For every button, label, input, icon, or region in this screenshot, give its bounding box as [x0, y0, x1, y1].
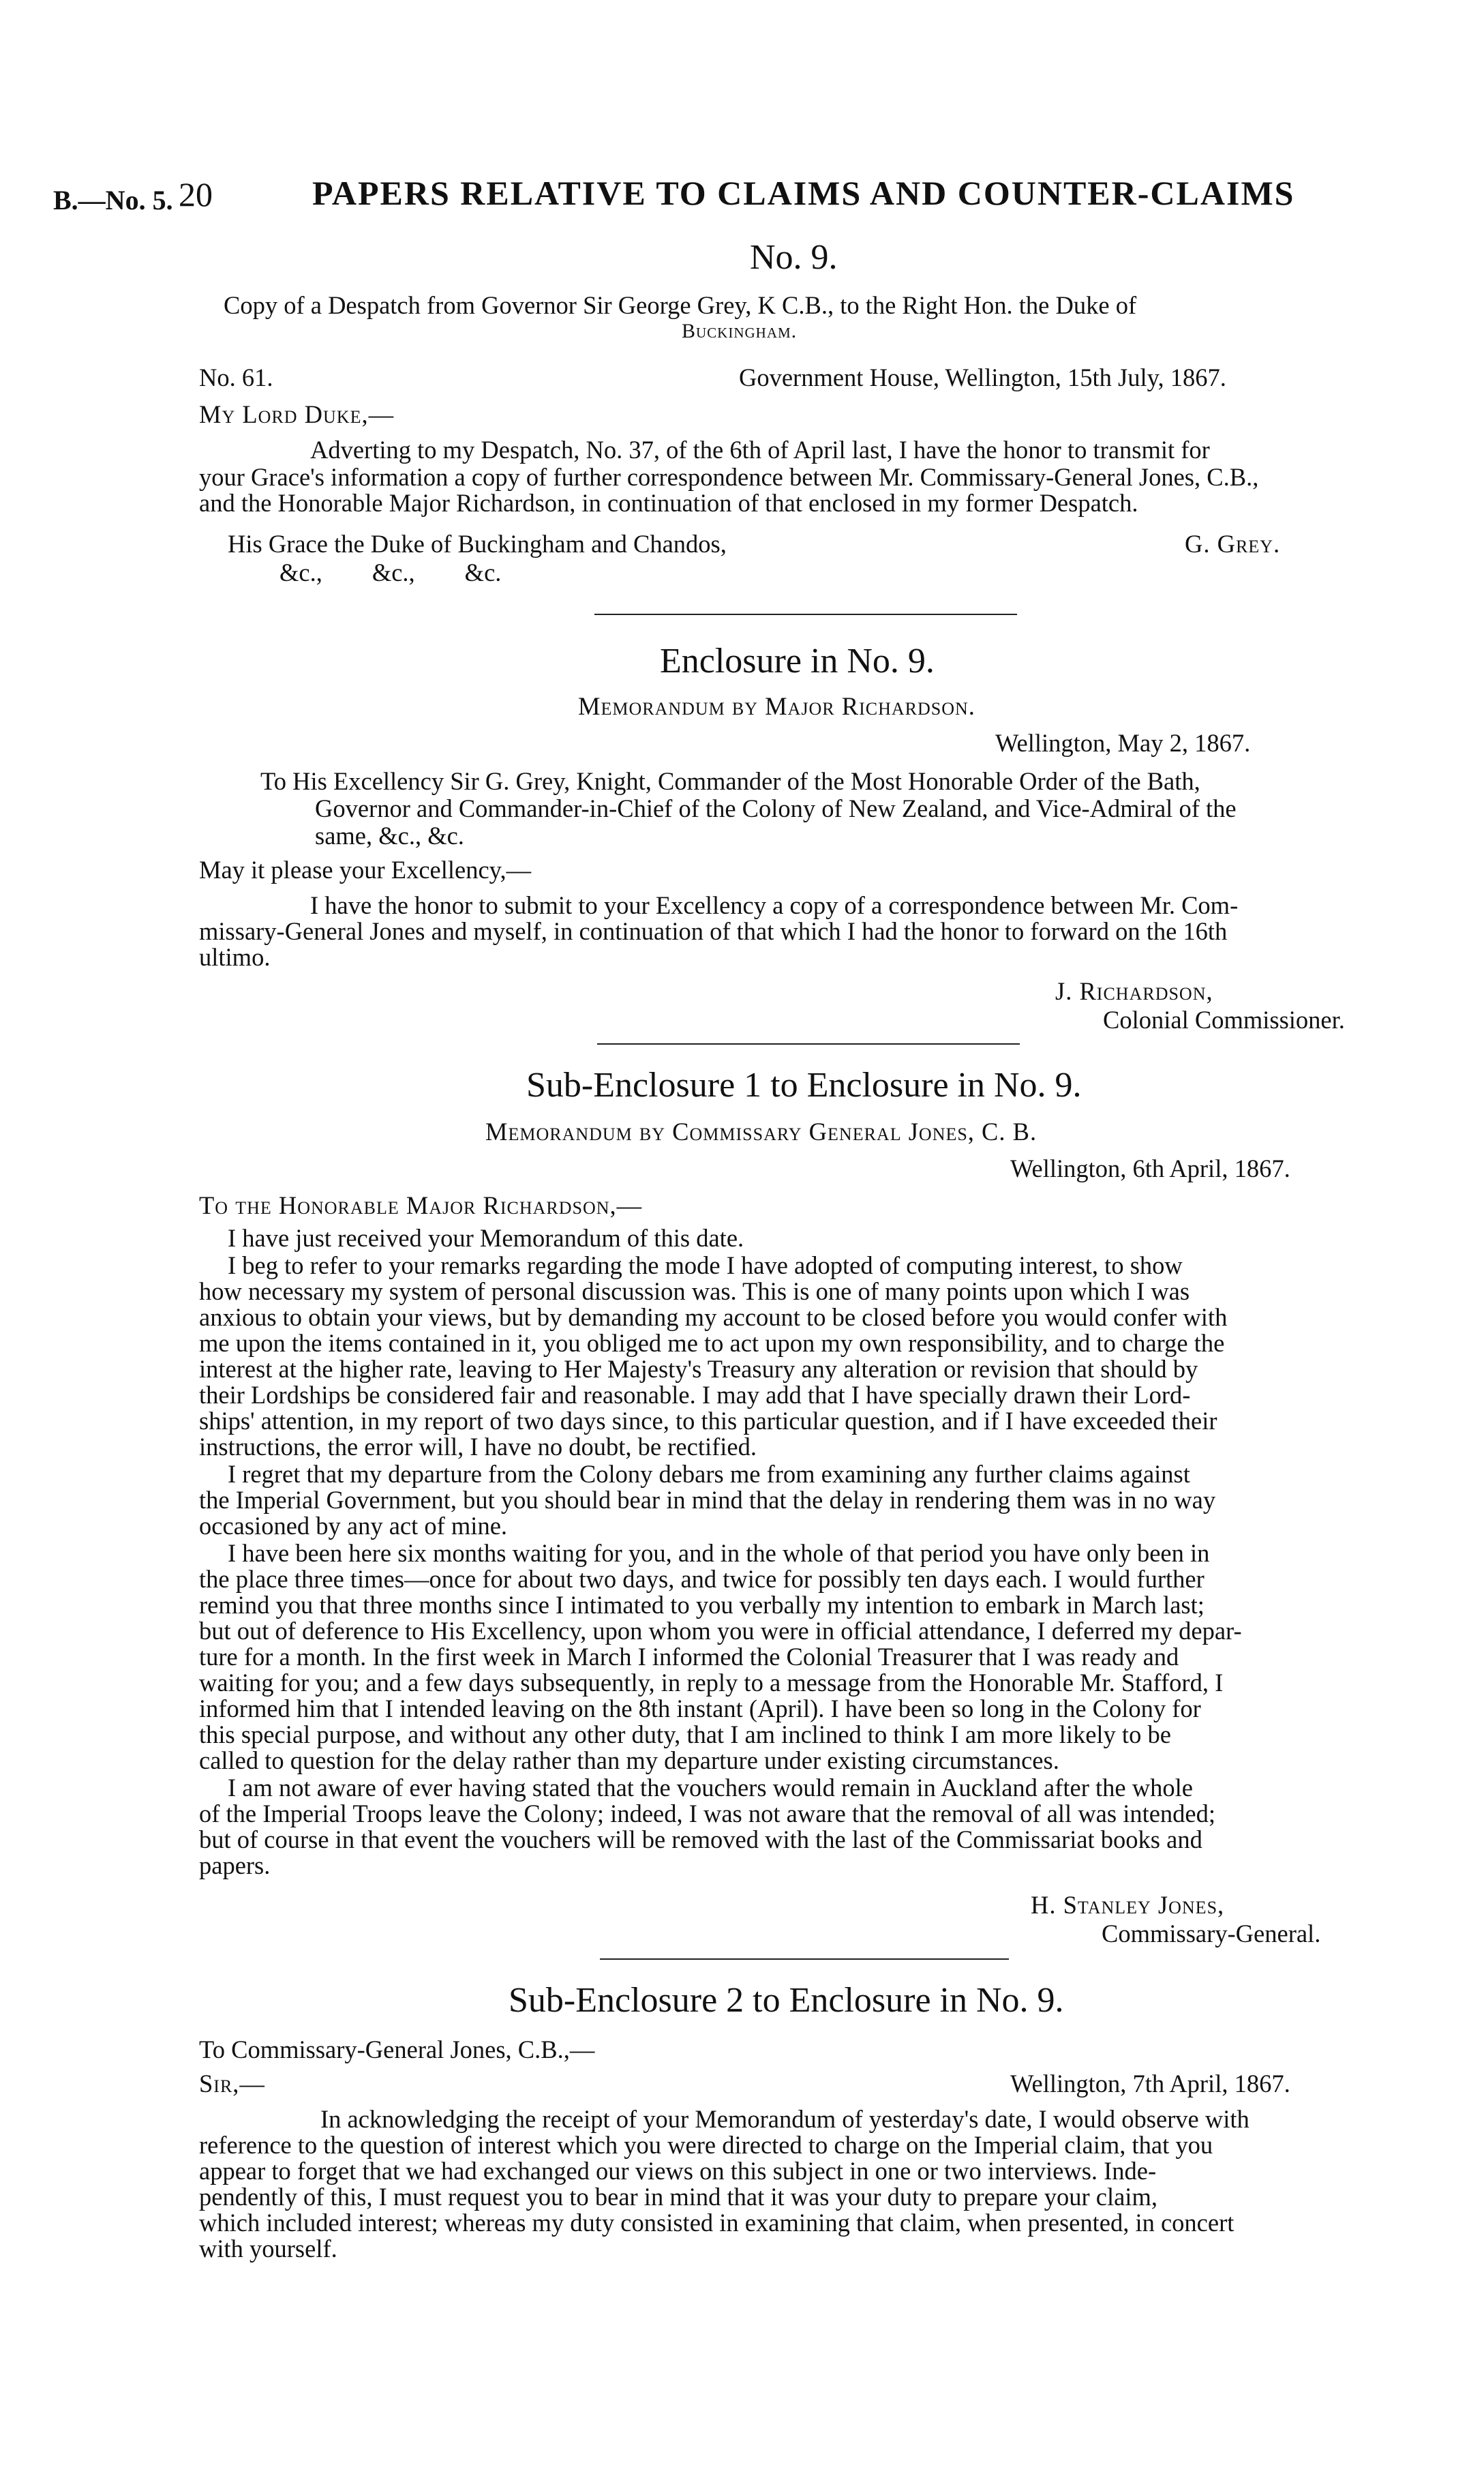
despatch-salutation: My Lord Duke,— [199, 400, 395, 428]
sub-enclosure-2-place-date: Wellington, 7th April, 1867. [1010, 2070, 1290, 2098]
sub1-body-12: occasioned by any act of mine. [199, 1512, 508, 1540]
sub1-body-1: I have just received your Memorandum of this date. [228, 1224, 744, 1252]
sub1-body-8: ships' attention, in my report of two days since, to this particular question, and if I have exceeded their [199, 1407, 1217, 1435]
sub1-body-5: me upon the items contained in it, you obliged me to act upon my own responsibility, and to charge the [199, 1329, 1225, 1357]
sub1-body-6: interest at the higher rate, leaving to Her Majesty's Treasury any alteration or revision that should by [199, 1355, 1198, 1383]
enclosure-body-3: ultimo. [199, 943, 271, 971]
sub-enclosure-1-addressee: To the Honorable Major Richardson,— [199, 1191, 643, 1219]
despatch-caption-cont: Buckingham. [682, 320, 798, 342]
sub1-body-17: ture for a month. In the first week in March I informed the Colonial Treasurer that I was ready and [199, 1643, 1179, 1671]
enclosure-subtitle: Memorandum by Major Richardson. [578, 692, 975, 720]
despatch-addressee-etc: &c., &c., &c. [279, 558, 502, 586]
enclosure-salutation: May it please your Excellency,— [199, 856, 532, 884]
sub1-body-7: their Lordships be considered fair and reasonable. I may add that I have specially drawn their Lord- [199, 1381, 1191, 1409]
despatch-body-2: your Grace's information a copy of further correspondence between Mr. Commissary-General Jones, C.B., [199, 463, 1259, 491]
sub1-body-9: instructions, the error will, I have no doubt, be rectified. [199, 1433, 757, 1461]
sub2-body-6: with yourself. [199, 2235, 337, 2263]
sub1-body-11: the Imperial Government, but you should bear in mind that the delay in rendering them was in no way [199, 1486, 1216, 1514]
enclosure-place-date: Wellington, May 2, 1867. [995, 729, 1251, 757]
enclosure-body-2: missary-General Jones and myself, in continuation of that which I had the honor to forward on the 16th [199, 917, 1228, 945]
sub1-body-3: how necessary my system of personal discussion was. This is one of many points upon which I was [199, 1277, 1190, 1305]
sub1-body-2: I beg to refer to your remarks regarding the mode I have adopted of computing interest, to show [228, 1251, 1183, 1279]
page-ref: B.—No. 5. [53, 185, 173, 215]
enclosure-title: Enclosure in No. 9. [660, 642, 935, 681]
sub-enclosure-1-signature-title: Commissary-General. [1102, 1920, 1321, 1947]
sub2-body-4: pendently of this, I must request you to bear in mind that it was your duty to prepare your claim, [199, 2183, 1157, 2211]
sub2-body-1: In acknowledging the receipt of your Memorandum of yesterday's date, I would observe with [320, 2105, 1250, 2133]
divider [600, 1958, 1009, 1960]
sub1-body-25: papers. [199, 1851, 271, 1879]
sub1-body-24: but of course in that event the vouchers will be removed with the last of the Commissariat books and [199, 1825, 1202, 1853]
enclosure-signature-title: Colonial Commissioner. [1103, 1006, 1345, 1034]
divider [594, 614, 1017, 615]
sub-enclosure-1-place-date: Wellington, 6th April, 1867. [1010, 1154, 1290, 1182]
despatch-signature: G. Grey. [1185, 530, 1281, 558]
sub1-body-4: anxious to obtain your views, but by demanding my account to be closed before you would confer with [199, 1303, 1228, 1331]
running-title: PAPERS RELATIVE TO CLAIMS AND COUNTER-CLAIMS [312, 174, 1295, 212]
sub2-body-3: appear to forget that we had exchanged our views on this subject in one or two interviews. Inde- [199, 2157, 1157, 2185]
sub-enclosure-1-subtitle: Memorandum by Commissary General Jones, C. B. [485, 1118, 1038, 1146]
divider [597, 1043, 1020, 1045]
despatch-addressee: His Grace the Duke of Buckingham and Chandos, [228, 530, 727, 558]
sub-enclosure-2-salutation: Sir,— [199, 2070, 265, 2098]
despatch-body-1: Adverting to my Despatch, No. 37, of the 6th of April last, I have the honor to transmit for [310, 436, 1210, 464]
sub1-body-22: I am not aware of ever having stated that the vouchers would remain in Auckland after the whole [228, 1774, 1193, 1802]
sub1-body-19: informed him that I intended leaving on the 8th instant (April). I have been so long in the Colony for [199, 1695, 1201, 1722]
despatch-place-date: Government House, Wellington, 15th July, 1867. [739, 363, 1226, 391]
sub1-body-10: I regret that my departure from the Colony debars me from examining any further claims against [228, 1460, 1190, 1488]
enclosure-body-1: I have the honor to submit to your Excellency a copy of a correspondence between Mr. Com- [310, 891, 1239, 919]
enclosure-signature: J. Richardson, [1055, 977, 1213, 1005]
sub1-body-21: called to question for the delay rather than my departure under existing circumstances. [199, 1746, 1059, 1774]
despatch-ref: No. 61. [199, 363, 273, 391]
sub1-body-13: I have been here six months waiting for you, and in the whole of that period you have only been in [228, 1539, 1210, 1567]
sub-enclosure-2-title: Sub-Enclosure 2 to Enclosure in No. 9. [509, 1981, 1064, 2020]
despatch-body-3: and the Honorable Major Richardson, in continuation of that enclosed in my former Despatch. [199, 489, 1138, 517]
sub-enclosure-1-title: Sub-Enclosure 1 to Enclosure in No. 9. [526, 1066, 1082, 1105]
sub1-body-14: the place three times—once for about two days, and twice for possibly ten days each. I would further [199, 1565, 1205, 1593]
sub1-body-20: this special purpose, and without any other duty, that I am inclined to think I am more likely to be [199, 1720, 1171, 1748]
sub1-body-23: of the Imperial Troops leave the Colony; indeed, I was not aware that the removal of all was intended; [199, 1800, 1216, 1827]
despatch-number: No. 9. [750, 238, 838, 277]
enclosure-address-1: To His Excellency Sir G. Grey, Knight, Commander of the Most Honorable Order of the Bath, [260, 767, 1200, 795]
enclosure-address-2: Governor and Commander-in-Chief of the Colony of New Zealand, and Vice-Admiral of the [315, 794, 1237, 822]
sub2-body-5: which included interest; whereas my duty consisted in examining that claim, when presented, in concert [199, 2209, 1235, 2237]
sub-enclosure-2-addressee: To Commissary-General Jones, C.B.,— [199, 2035, 595, 2063]
sub1-body-15: remind you that three months since I intimated to you verbally my intention to embark in March last; [199, 1591, 1205, 1619]
enclosure-address-3: same, &c., &c. [315, 822, 464, 850]
sub2-body-2: reference to the question of interest which you were directed to charge on the Imperial claim, that you [199, 2131, 1213, 2159]
sub1-body-16: but out of deference to His Excellency, upon whom you were in official attendance, I deferred my depar- [199, 1617, 1242, 1645]
page-number: 20 [179, 175, 213, 213]
despatch-caption: Copy of a Despatch from Governor Sir George Grey, K C.B., to the Right Hon. the Duke of [224, 291, 1137, 319]
sub1-body-18: waiting for you; and a few days subsequently, in reply to a message from the Honorable Mr. Stafford, I [199, 1669, 1224, 1697]
sub-enclosure-1-signature: H. Stanley Jones, [1031, 1891, 1225, 1919]
